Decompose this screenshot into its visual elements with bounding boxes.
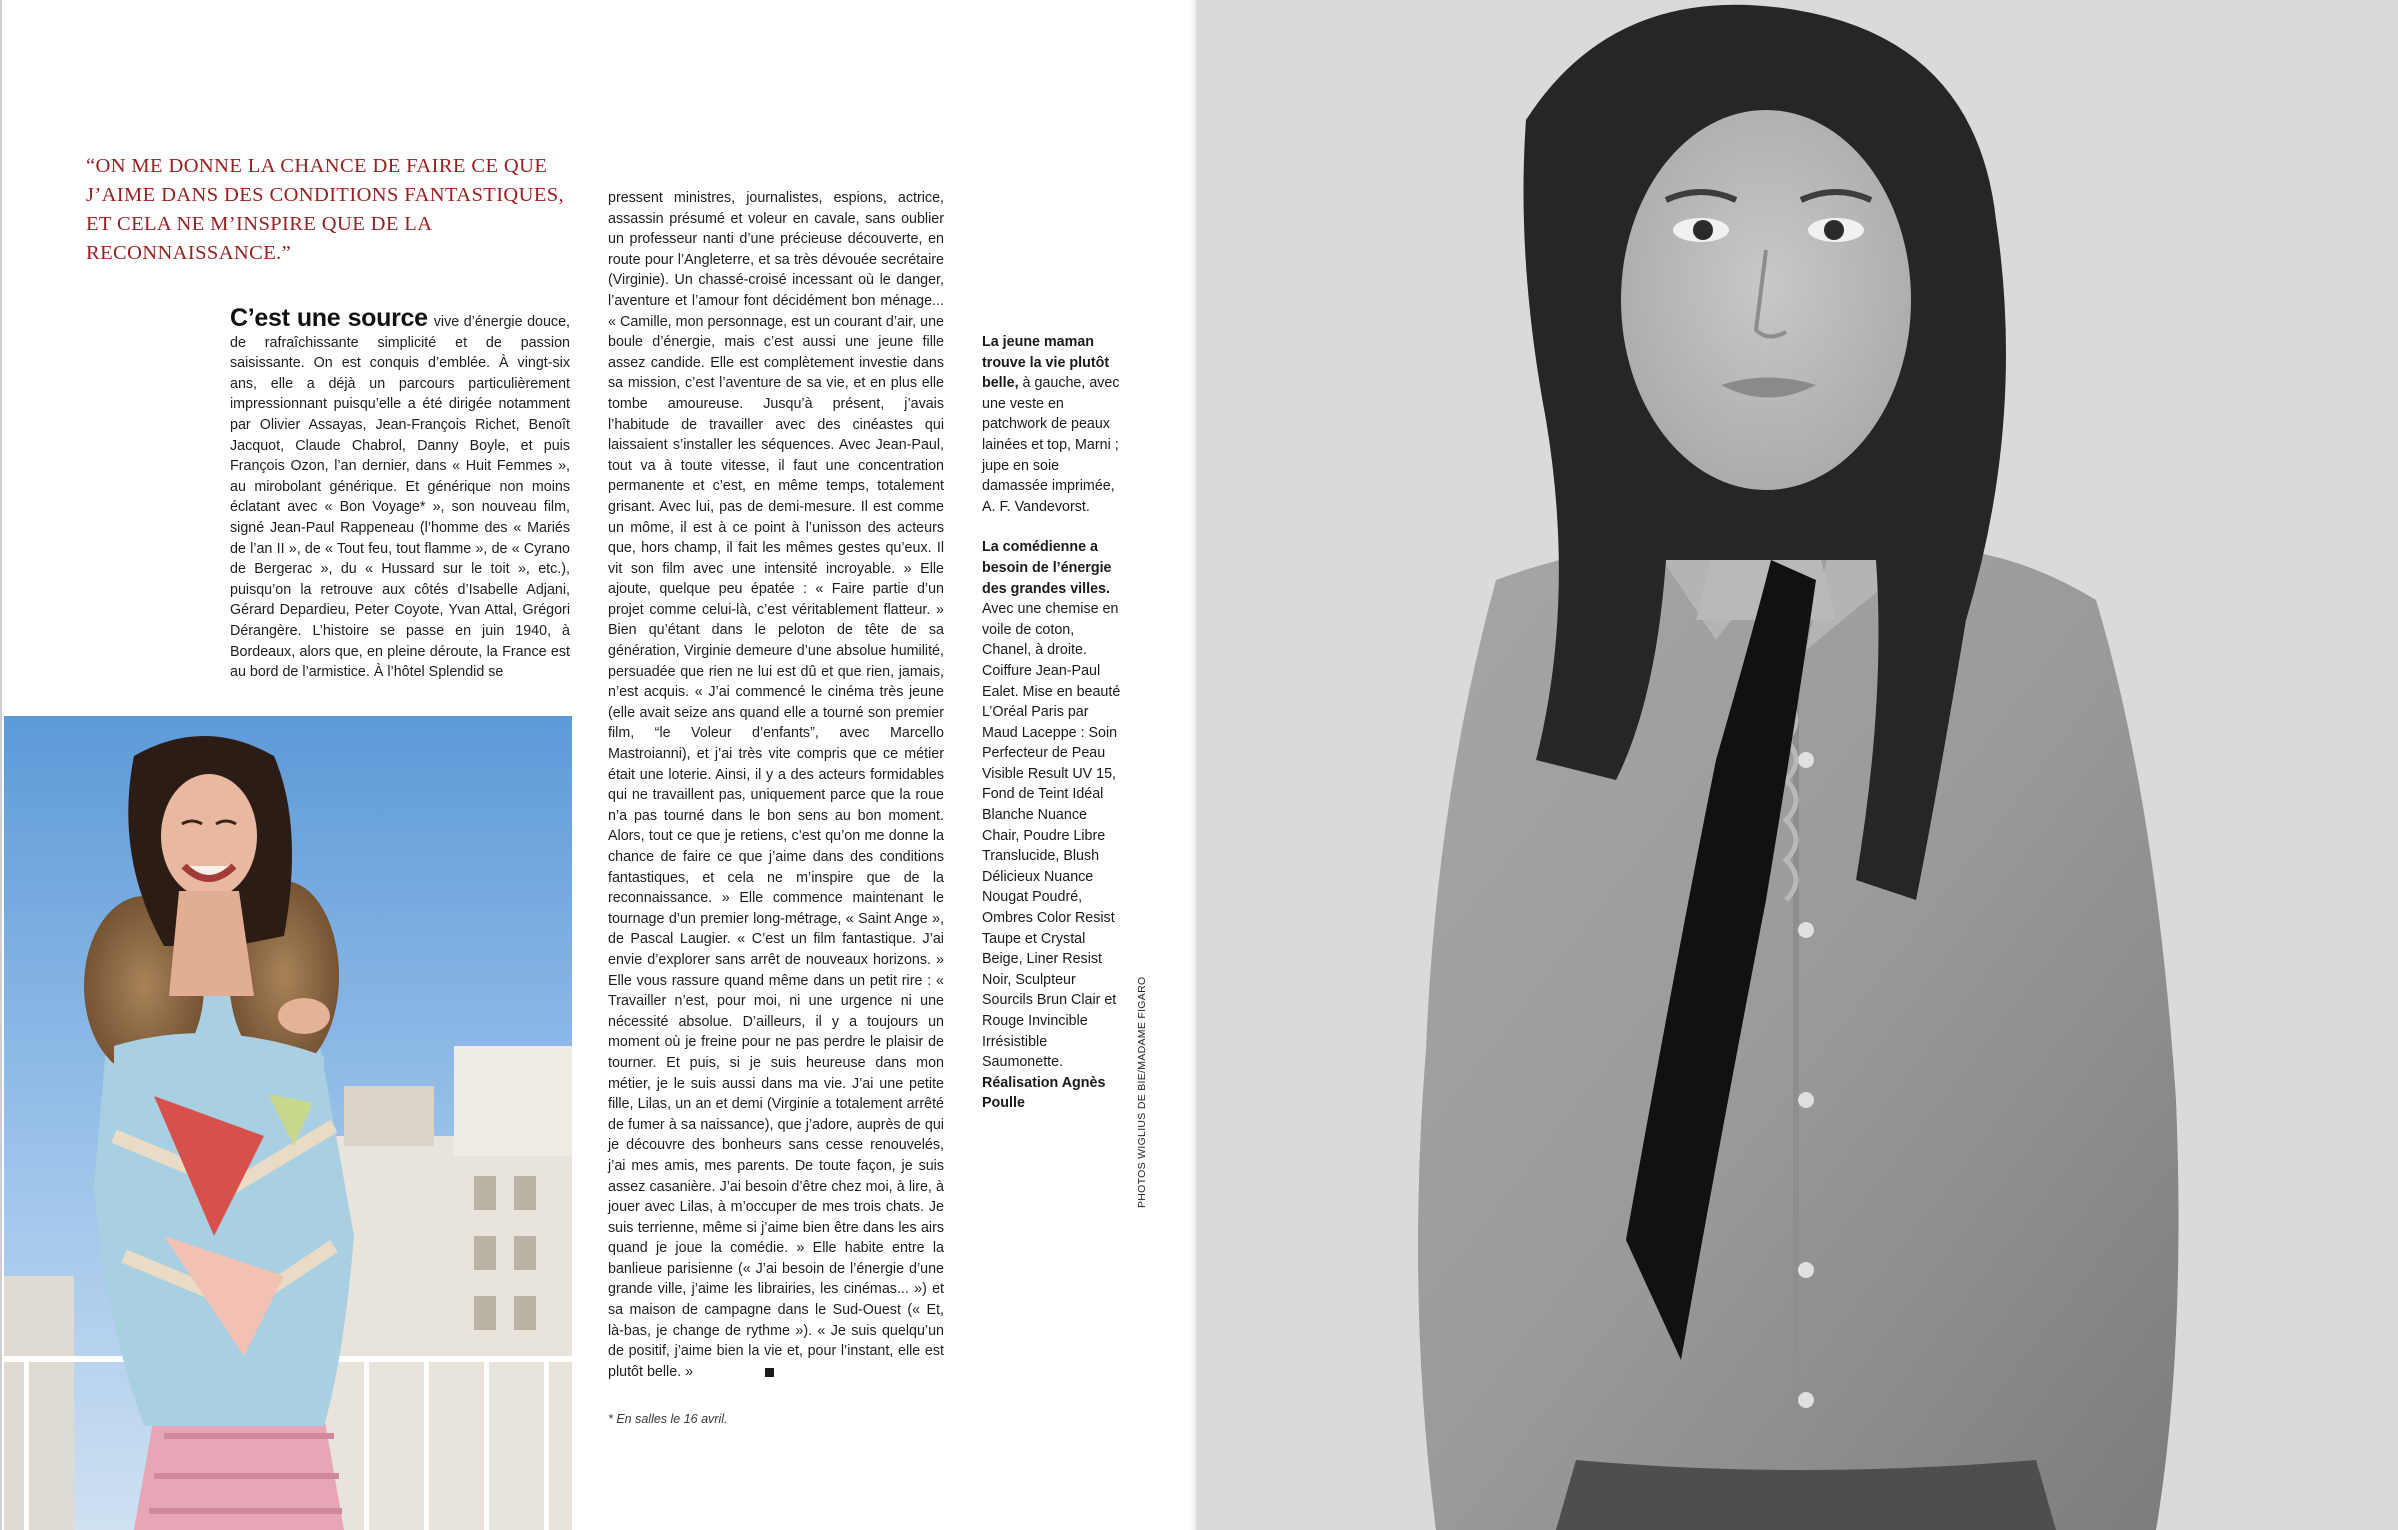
color-photo [4, 716, 572, 1530]
left-page [0, 0, 1196, 1530]
bw-photo [1196, 0, 2398, 1530]
photo-credit: PHOTOS WIGLIUS DE BIE/MADAME FIGARO [1136, 976, 1148, 1208]
caption-right-body: Avec une chemise en voile de coton, Chanel, à droite. Coiffure Jean-Paul Ealet. Mise en beauté L’Oréal Paris par Maud Laceppe : Soin Perfecteur de Peau Visible Result UV 15, Fond de Teint Idéal Blanche Nuance Chair, Poudre Libre Translucide, Blush Délicieux Nuance Nougat Poudré, Ombres Color Resist Taupe et Crystal Beige, Liner Resist Noir, Sculpteur Sourcils Brun Clair et Rouge Invincible Irrésistible Saumonette. [982, 601, 1121, 1071]
bw-photo-illustration [1196, 0, 2398, 1530]
color-photo-illustration [4, 716, 572, 1530]
caption-left-photo [982, 332, 1122, 517]
page-edge [0, 0, 2, 1530]
pull-quote: “ON ME DONNE LA CHANCE DE FAIRE CE QUE J’AIME DANS DES CONDITIONS FANTASTIQUES, ET CELA NE M’INSPIRE QUE DE LA RECONNAISSANCE.” [86, 155, 565, 264]
right-page [1196, 0, 2398, 1530]
article-column-2 [608, 188, 944, 1382]
footnote: * En salles le 16 avril. [608, 1412, 728, 1426]
article-column-2-text: pressent ministres, journalistes, espions, actrice, assassin présumé et voleur en cavale, sans oublier un professeur nanti d’une précieuse découverte, en route pour l’Angleterre, et sa très dévouée secrétaire (Virginie). Un chassé-croisé incessant où le danger, l’aventure et l’amour font décidément bon ménage... « Camille, mon personnage, est un courant d’air, une boule d’énergie, mais c’est aussi une jeune fille assez candide. Elle est complètement investie dans sa mission, c’est l’aventure de sa vie, et en plus elle tombe amoureuse. Jusqu’à présent, j’avais l’habitude de travailler avec des cinéastes qui laissaient s’installer les séquences. Avec Jean-Paul, tout va à toute vitesse, il faut une concentration permanente et c’est, en même temps, totalement grisant. Avec lui, pas de demi-mesure. Il est comme un môme, il est à ce point à l’unisson des acteurs que, hors champ, il fait les mêmes gestes qu’eux. Il vit son film avec une intensité incroyable. » Elle ajoute, quelque peu épatée : « Faire partie d’un projet comme celui-là, c’est véritablement flatteur. » Bien qu’étant dans le peloton de tête de sa génération, Virginie demeure d’une absolue humilité, persuadée que rien ne lui est dû et que rien, jamais, n’est acquis. « J’ai commencé le cinéma très jeune (elle avait seize ans quand elle a tourné son premier film, “le Voleur d’enfants”, avec Marcello Mastroianni), et j’ai très vite compris que ce métier était une loterie. Ainsi, il y a des acteurs formidables qui ne travaillent pas, uniquement parce que la roue n’a pas tourné dans le bon sens au bon moment. Alors, tout ce que je retiens, c’est qu’on me donne la chance de faire ce que j’aime dans des conditions fantastiques, et cela ne m’inspire que de la reconnaissance. » Elle commence maintenant le tournage d’un premier long-métrage, « Saint Ange », de Pascal Laugier. « C’est un film fantastique. J’ai envie d’explorer sans arrêt de nouveaux horizons. » Elle vous rassure quand même dans un petit rire : « Travailler n’est, pour moi, ni une urgence ni une nécessité absolue. D’ailleurs, il y a toujours un moment où je freine pour ne pas perdre le plaisir de tourner. Et puis, si je suis heureuse dans mon métier, je le suis aussi dans ma vie. J’ai une petite fille, Lilas, un an et demi (Virginie a totalement arrêté de fumer à sa naissance), que j’adore, auprès de qui je découvre des bonheurs sans cesse renouvelés, j’ai mes amis, mes parents. De toute façon, je suis assez casanière. J’ai besoin d’être chez moi, à lire, à jouer avec Lilas, à m’occuper de mes trois chats. Je suis terrienne, même si j’aime bien être dans les airs quand je joue la comédie. » Elle habite entre la banlieue parisienne (« J’ai besoin de l’énergie d’une grande ville, j’aime les librairies, les cinémas... ») et sa maison de campagne dans le Sud-Ouest (« Et, là-bas, je change de rythme »). « Je suis quelqu’un de positif, j’aime bien la vie et, pour l’instant, elle est plutôt belle. » [608, 190, 944, 1380]
article-column-1-text: vive d’énergie douce, de rafraîchissante simplicité et de passion saisissante. On est conquis d’emblée. À vingt-six ans, elle a déjà un parcours particulièrement impressionnant puisqu’elle a été dirigée notamment par Olivier Assayas, Jean-François Richet, Benoît Jacquot, Claude Chabrol, Danny Boyle, et puis François Ozon, l’an dernier, dans « Huit Femmes », au mirobolant générique. Et générique non moins éclatant avec « Bon Voyage* », son nouveau film, signé Jean-Paul Rappeneau (l’homme des « Mariés de l’an II », de « Tout feu, tout flamme », de « Cyrano de Bergerac », du « Hussard sur le toit », etc.), puisqu’on la retrouve aux côtés d’Isabelle Adjani, Gérard Depardieu, Peter Coyote, Yvan Attal, Grégori Dérangère. L’histoire se passe en juin 1940, à Bordeaux, alors que, en pleine déroute, la France est au bord de l’armistice. À l’hôtel Splendid se [230, 314, 570, 681]
article-lead: C’est une source [230, 304, 428, 332]
caption-right-photo [982, 537, 1122, 1114]
caption-left-body: à gauche, avec une veste en patchwork de peaux lainées et top, Marni ; jupe en soie damassée imprimée, A. F. Vandevorst. [982, 375, 1120, 515]
photo-captions [982, 332, 1122, 1134]
caption-credit: Réalisation Agnès Poulle [982, 1074, 1106, 1112]
caption-left-title: La jeune maman trouve la vie plutôt belle, [982, 334, 1110, 392]
caption-right-title: La comédienne a besoin de l’énergie des grandes villes. [982, 539, 1112, 597]
article-column-1 [230, 304, 570, 683]
end-mark-icon [765, 1368, 774, 1377]
